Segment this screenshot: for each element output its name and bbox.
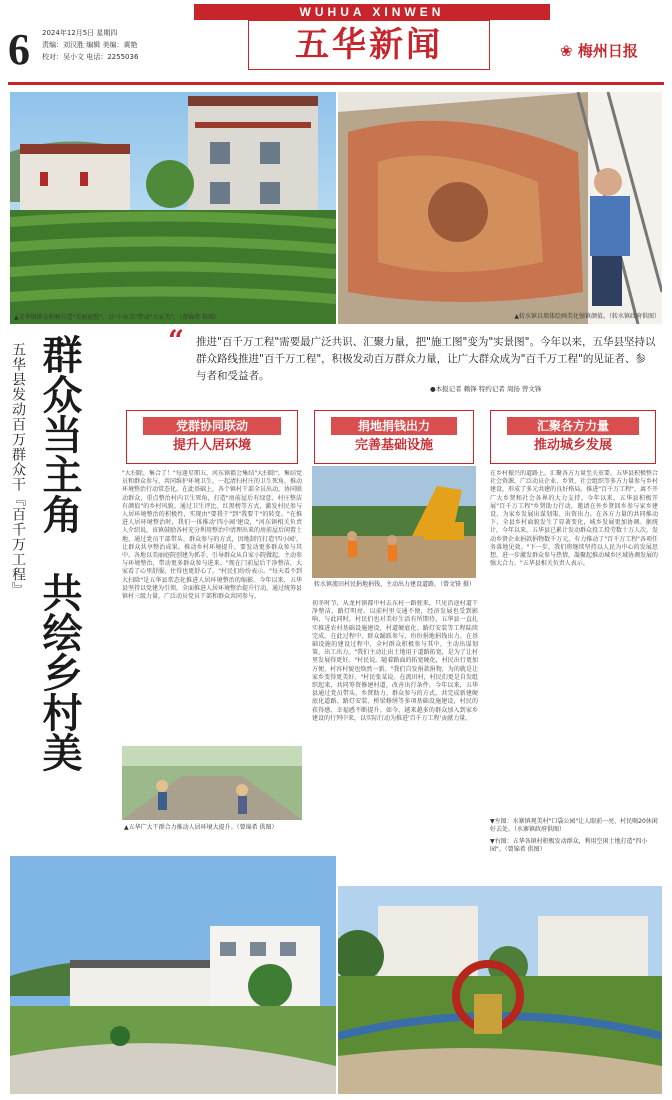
date-line: 2024年12月5日 星期四: [42, 29, 118, 37]
section-box-3: [490, 410, 656, 464]
column-2-text: 初冬时节，从龙村镇都中村去东村一路驶来，只见沿途村道干净整洁，路灯明亮。以前村里交通不便，经济发展也受到影响，与此同时，村民们也对美好生活有所期待。五华县一直扎实推进农村基础设施建设，村道硬底化、路灯安装等工程陆续完成。在此过程中，群众踊跃参与，纷纷捐地捐钱出力。在基础设施的建设过程中，全村群众积极参与其中，主动出谋划策、出工出力。"我们主动让出土地用于道路拓宽，是为了让村里发展得更好。"村民说。随着路面的拓宽硬化，村民出行更加方便，村容村貌也焕然一新。"我们自发捐款捐物，为的就是让家乡变得更美好。"村民张某说。在流田村，村民们更是自发组织起来，共同筹资修建村道，改善出行条件。今年以来，五华县通过党员带头、乡贤助力、群众参与的方式，共完成新建硬底化道路、路灯安装、桥梁修缮等多项基础设施建设，村民的获得感、幸福感不断提升。如今，越来越多的群众加入到家乡建设的行列中来，以实际行动为推进'百千万工程'贡献力量。: [312, 600, 478, 722]
photo-wall-mural: [338, 92, 662, 324]
masthead-rule: [8, 82, 664, 85]
editor-line: 责编：刘汉胜 编辑 美编：黄艳: [42, 41, 138, 49]
photo-cleanup: [122, 746, 302, 820]
headline-subtitle: 五华县发动百万群众干『百千万工程』: [10, 342, 26, 597]
photo-road-building: [312, 466, 476, 578]
section-box-1: [126, 410, 298, 464]
section-title-2: 完善基础设施: [354, 438, 433, 453]
lead-paragraph: 推进"百千万工程"需要最广泛共识、汇聚力量，把"施工图"变为"实景图"。今年以来，五华县坚持以群众路线推进"百千万工程"，积极发动百万群众力量，让广大群众成为"百千万工程"的见证者、参与者和受益者。: [196, 336, 656, 382]
paper-logo: [560, 40, 638, 61]
section-band: [194, 4, 550, 20]
section-kicker-2: 捐地捐钱出力: [331, 417, 457, 435]
column-3-text: 在乡村振兴的道路上，汇聚各方力量至关重要。五华县积极整合社会资源，广泛动员企业、乡贤、社会组织等多方力量参与乡村建设，形成了多元共建的良好格局。推进"百千万工程"，离不开广大乡贤和社会各界的大力支持。今年以来，五华县积极开展"百千万工程"乡贤助力行动，邀请在外乡贤回乡参与家乡建设，为家乡发展出谋划策、出资出力。在各方力量的共同推动下，全县乡村面貌发生了显著变化，城乡发展更加协调。据统计，今年以来，五华县已累计发动群众投工投劳数十万人次，发动乡贤企业捐款捐物数千万元，有力推动了"百千万工程"各项任务落地见效。"下一步，我们将继续坚持以人民为中心的发展思想，进一步激发群众参与热情，凝聚起推动城乡区域协调发展的强大合力。"五华县相关负责人表示。: [490, 470, 658, 568]
page-number: 6: [8, 25, 30, 74]
section-english-title: WUHUA XINWEN: [299, 5, 445, 19]
section-title-3: 推动城乡发展: [533, 438, 612, 453]
road-building-image: [312, 466, 476, 578]
caption-right-2: ▼右图：五华各镇村积极发动群众，利用空闲土地打造"四小园"。（曾锦希 供图）: [490, 838, 648, 853]
column-1-text: "大扫除，集合了！"每逢星期五，河东镇都会集结"大扫除"，集结党员和群众参与，共同维护环境卫生，一起清扫村庄的卫生死角，推动环境整治行动常态化。在此基础上，各个镇村干部全员出动，协同联动群众，重点整治村内卫生死角，打造"房前屋后有绿意、村庄整洁有颜值"的乡村风貌。通过卫生评比、红黑榜等方式，激发村民参与人居环境整治的积极性，实现由"要我干"到"我要干"的转变。"在推进人居环境整治时，我们一体推动'四小园'建设，"河东镇相关负责人介绍说，该镇鼓励各村充分利用整治中清理出来的房前屋后闲置土地，通过党员干部带头、群众参与的方式，因地制宜打造'四小园'，让群众共享整治成果。推动乡村环境提升，要发动更多群众参与其中。各地以美丽庭院创建为抓手，引导群众从自家小院做起，主动参与环境整治，带动更多群众参与进来。"现在门前屋后干净整洁，大家看了心里舒服，住得也更舒心了。"村民们纷纷表示。"每天看不到大扫除"是五华县常态化推进人居环境整治的缩影。今年以来，五华县坚持以党建为引领，全面推进人居环境整治提升行动，通过统筹县镇村三级力量，广泛动员党员干部和群众共同参与。: [122, 470, 302, 601]
wall-mural-image: [338, 92, 662, 324]
section-title: 五华新闻: [295, 25, 443, 65]
caption-mid-center: 转水镇流田村民捐地捐钱、主动出力建设道路。（曾文锋 摄）: [314, 581, 475, 588]
photo-small-garden: [338, 886, 662, 1094]
section-title-1: 提升人居环境: [172, 438, 251, 453]
photo-pocket-park: [10, 856, 336, 1094]
photo-village-garden: [10, 92, 336, 324]
village-garden-image: [10, 92, 336, 324]
caption-top-right: ▲转水镇以墙体绘画美化强镇颜值。（转水镇政府供图）: [514, 313, 660, 320]
logo-icon: ❀: [560, 42, 573, 60]
section-kicker-3: 汇聚各方力量: [507, 417, 639, 435]
headline-line2: 共绘乡村美: [36, 572, 83, 772]
caption-mid-left: ▲五华广大干群合力推动人居环境大提升。（曾锦希 供图）: [124, 824, 278, 831]
headline-line1: 群众当主角: [36, 334, 83, 534]
proof-line: 校对：吴小文 电话：2255036: [42, 53, 139, 61]
byline: ●本报记者 赖锋 特约记者 周扬 曾文锋: [430, 385, 542, 393]
paper-logo-text: 梅州日报: [577, 42, 638, 60]
caption-top-left: ▲安华镇群众积极打造"美丽庭院"，以"小家美"带动"大家美"。（曾锦希 供图）: [14, 314, 221, 321]
pocket-park-image: [10, 856, 336, 1094]
section-title-box: [248, 20, 490, 70]
small-garden-image: [338, 886, 662, 1094]
caption-right-1: ▼左图：水寨镇观美村"口袋公园"让人眼前一亮，村民喝20休闲好去处。（水寨镇政府供图）: [490, 818, 658, 833]
quote-mark-icon: “: [168, 324, 185, 357]
section-box-2: [314, 410, 474, 464]
section-kicker-1: 党群协同联动: [143, 417, 281, 435]
cleanup-image: [122, 746, 302, 820]
